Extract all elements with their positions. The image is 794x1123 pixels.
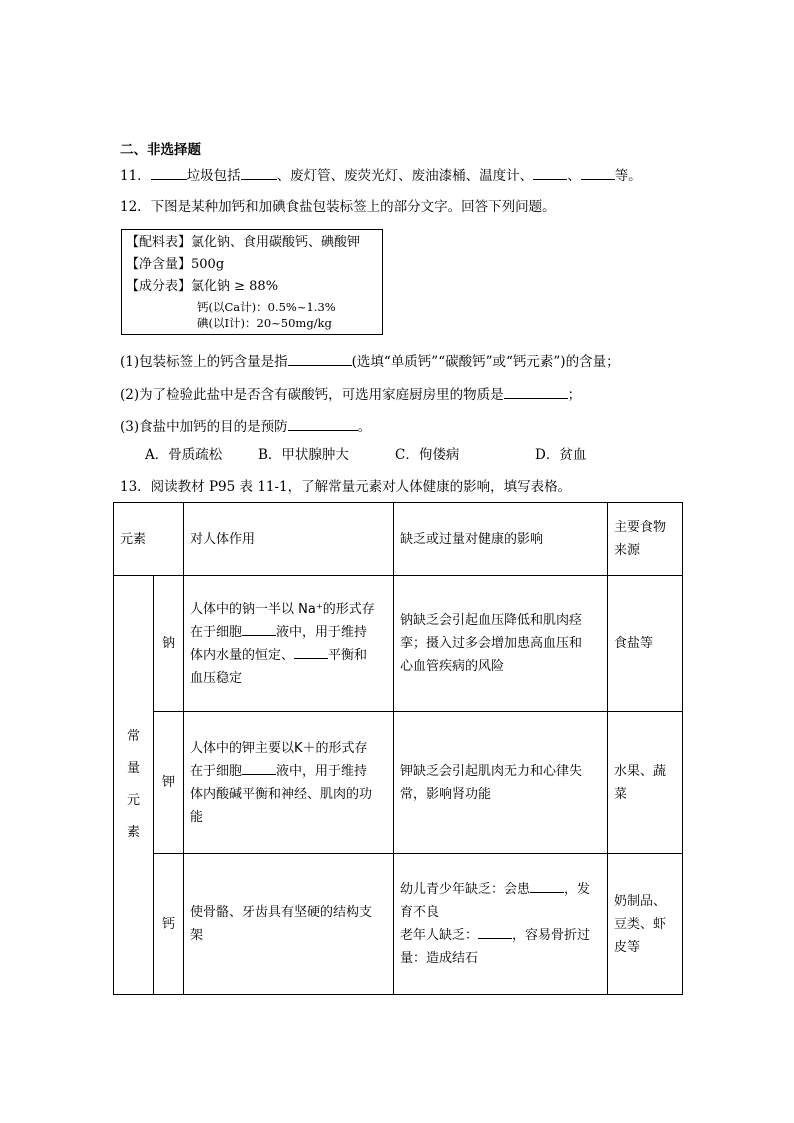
group-char: 元 <box>126 793 140 808</box>
header-source-line-2: 来源 <box>614 543 641 558</box>
q11-blank-4[interactable] <box>581 166 615 180</box>
text-line: 血压稳定 <box>190 670 243 686</box>
q12-s1-blank[interactable] <box>288 352 352 366</box>
q12-s1-text-a: (1)包装标签上的钙含量是指 <box>120 354 288 370</box>
header-element: 元素 <box>114 503 184 576</box>
text-line: 挛；摄入过多会增加患高血压和 <box>400 636 583 651</box>
text-line: 心血管疾病的风险 <box>400 659 505 674</box>
q11-text-3: 、 <box>567 168 581 184</box>
q12-subquestion-3 <box>120 417 371 436</box>
q12-subquestion-2 <box>120 385 581 404</box>
q12-s2-blank[interactable] <box>504 385 568 399</box>
group-char: 常 <box>126 729 140 744</box>
text-line: 人体中的钠一半以 Na⁺的形式存 <box>190 601 375 617</box>
potassium-blank-1[interactable] <box>242 761 276 775</box>
text-segment: ，发 <box>564 882 591 897</box>
text-segment: 液中，用于维持 <box>276 624 368 640</box>
table-row <box>114 576 683 712</box>
text-segment: 平衡和 <box>328 647 368 663</box>
sodium-function <box>184 576 394 712</box>
q11-text-1: 垃圾包括 <box>186 168 241 184</box>
text-segment: 幼儿青少年缺乏：会患 <box>400 882 531 897</box>
group-char: 素 <box>126 825 140 840</box>
q11-blank-3[interactable] <box>533 166 567 180</box>
table-header-row <box>114 503 683 576</box>
text-line: 常，影响肾功能 <box>400 786 492 802</box>
text-line: 育不良 <box>400 905 440 920</box>
table-row <box>114 712 683 854</box>
q12-s2-text-a: (2)为了检验此盐中是否含有碳酸钙，可选用家庭厨房里的物质是 <box>120 387 504 403</box>
text-line <box>190 760 387 783</box>
sodium-source: 食盐等 <box>608 576 683 712</box>
text-line: 钾缺乏会引起肌肉无力和心律失 <box>400 763 583 779</box>
calcium-source <box>608 854 683 995</box>
label-ingredients: 【配料表】氯化钠、食用碳酸钙、碘酸钾 <box>126 235 361 250</box>
text-segment: 在于细胞 <box>190 624 243 640</box>
text-line <box>400 878 601 901</box>
q11-text-4: 等。 <box>614 168 642 184</box>
element-table <box>113 502 683 995</box>
table-row <box>114 854 683 995</box>
text-line: 人体中的钾主要以K＋的形式存 <box>190 740 368 756</box>
text-line: 奶制品、 <box>614 893 667 909</box>
label-iodine: 碘(以I计)：20~50mg/kg <box>197 316 332 330</box>
text-segment: ，容易骨折过 <box>512 928 591 943</box>
section-title: 二、非选择题 <box>120 142 201 158</box>
text-segment: 体内水量的恒定、 <box>190 647 295 663</box>
q12-s3-text-a: (3)食盐中加钙的目的是预防 <box>120 419 288 435</box>
header-function: 对人体作用 <box>184 503 394 576</box>
text-segment: 在于细胞 <box>190 763 243 779</box>
option-b[interactable]: B．甲状腺肿大 <box>258 447 349 463</box>
label-calcium: 钙(以Ca计)：0.5%~1.3% <box>197 300 336 314</box>
header-source-line-1: 主要食物 <box>614 520 667 535</box>
text-line <box>190 644 387 667</box>
text-line: 菜 <box>614 786 628 802</box>
group-char: 量 <box>126 761 140 776</box>
calcium-function <box>184 854 394 995</box>
option-d[interactable]: D．贫血 <box>535 447 587 463</box>
header-effect: 缺乏或过量对健康的影响 <box>394 503 608 576</box>
text-line: 能 <box>190 809 204 825</box>
q12-s1-text-b: (选填“单质钙”“碳酸钙”或“钙元素”)的含量； <box>351 354 620 370</box>
q11-blank-2[interactable] <box>241 166 277 180</box>
text-line <box>400 924 601 947</box>
question-11 <box>120 166 642 185</box>
option-a[interactable]: A．骨质疏松 <box>145 447 223 463</box>
potassium-function <box>184 712 394 854</box>
element-name-calcium: 钙 <box>154 854 184 995</box>
text-segment: 液中，用于维持 <box>276 763 368 779</box>
calcium-blank-1[interactable] <box>530 879 564 893</box>
element-name-potassium: 钾 <box>154 712 184 854</box>
q12-s3-blank[interactable] <box>288 417 358 431</box>
q12-subquestion-1 <box>120 352 620 371</box>
text-line: 皮等 <box>614 939 641 955</box>
header-source <box>608 503 683 576</box>
text-line: 水果、蔬 <box>614 763 667 779</box>
text-line: 使骨骼、牙齿具有坚硬的结构支 <box>190 905 373 920</box>
calcium-blank-2[interactable] <box>478 925 512 939</box>
text-line: 钠缺乏会引起血压降低和肌肉痉 <box>400 613 583 628</box>
label-composition: 【成分表】氯化钠 ≥ 88% <box>126 279 279 294</box>
q12-s3-text-b: 。 <box>357 419 372 435</box>
label-net-content: 【净含量】500g <box>126 257 225 272</box>
sodium-blank-2[interactable] <box>294 645 328 659</box>
text-line: 豆类、虾 <box>614 916 667 932</box>
group-cell-macro-elements <box>114 576 154 995</box>
text-line: 体内酸碱平衡和神经、肌肉的功 <box>190 786 373 802</box>
question-12-intro: 12．下图是某种加钙和加碘食盐包装标签上的部分文字。回答下列问题。 <box>120 199 556 215</box>
text-line: 量：造成结石 <box>400 951 479 966</box>
q12-s2-text-b: ； <box>567 387 582 403</box>
q11-number: 11． <box>120 168 151 184</box>
calcium-effect <box>394 854 608 995</box>
q11-blank-1[interactable] <box>151 166 187 180</box>
element-name-sodium: 钠 <box>154 576 184 712</box>
text-line <box>190 621 387 644</box>
question-13-intro: 13．阅读教材 P95 表 11-1，了解常量元素对人体健康的影响，填写表格。 <box>120 479 572 495</box>
sodium-effect <box>394 576 608 712</box>
text-line: 架 <box>190 928 204 943</box>
sodium-blank-1[interactable] <box>242 622 276 636</box>
salt-label-box <box>121 229 383 335</box>
option-c[interactable]: C．佝偻病 <box>395 447 460 463</box>
potassium-effect <box>394 712 608 854</box>
text-segment: 老年人缺乏： <box>400 928 479 943</box>
potassium-source <box>608 712 683 854</box>
q11-text-2: 、废灯管、废荧光灯、废油漆桶、温度计、 <box>276 168 534 184</box>
